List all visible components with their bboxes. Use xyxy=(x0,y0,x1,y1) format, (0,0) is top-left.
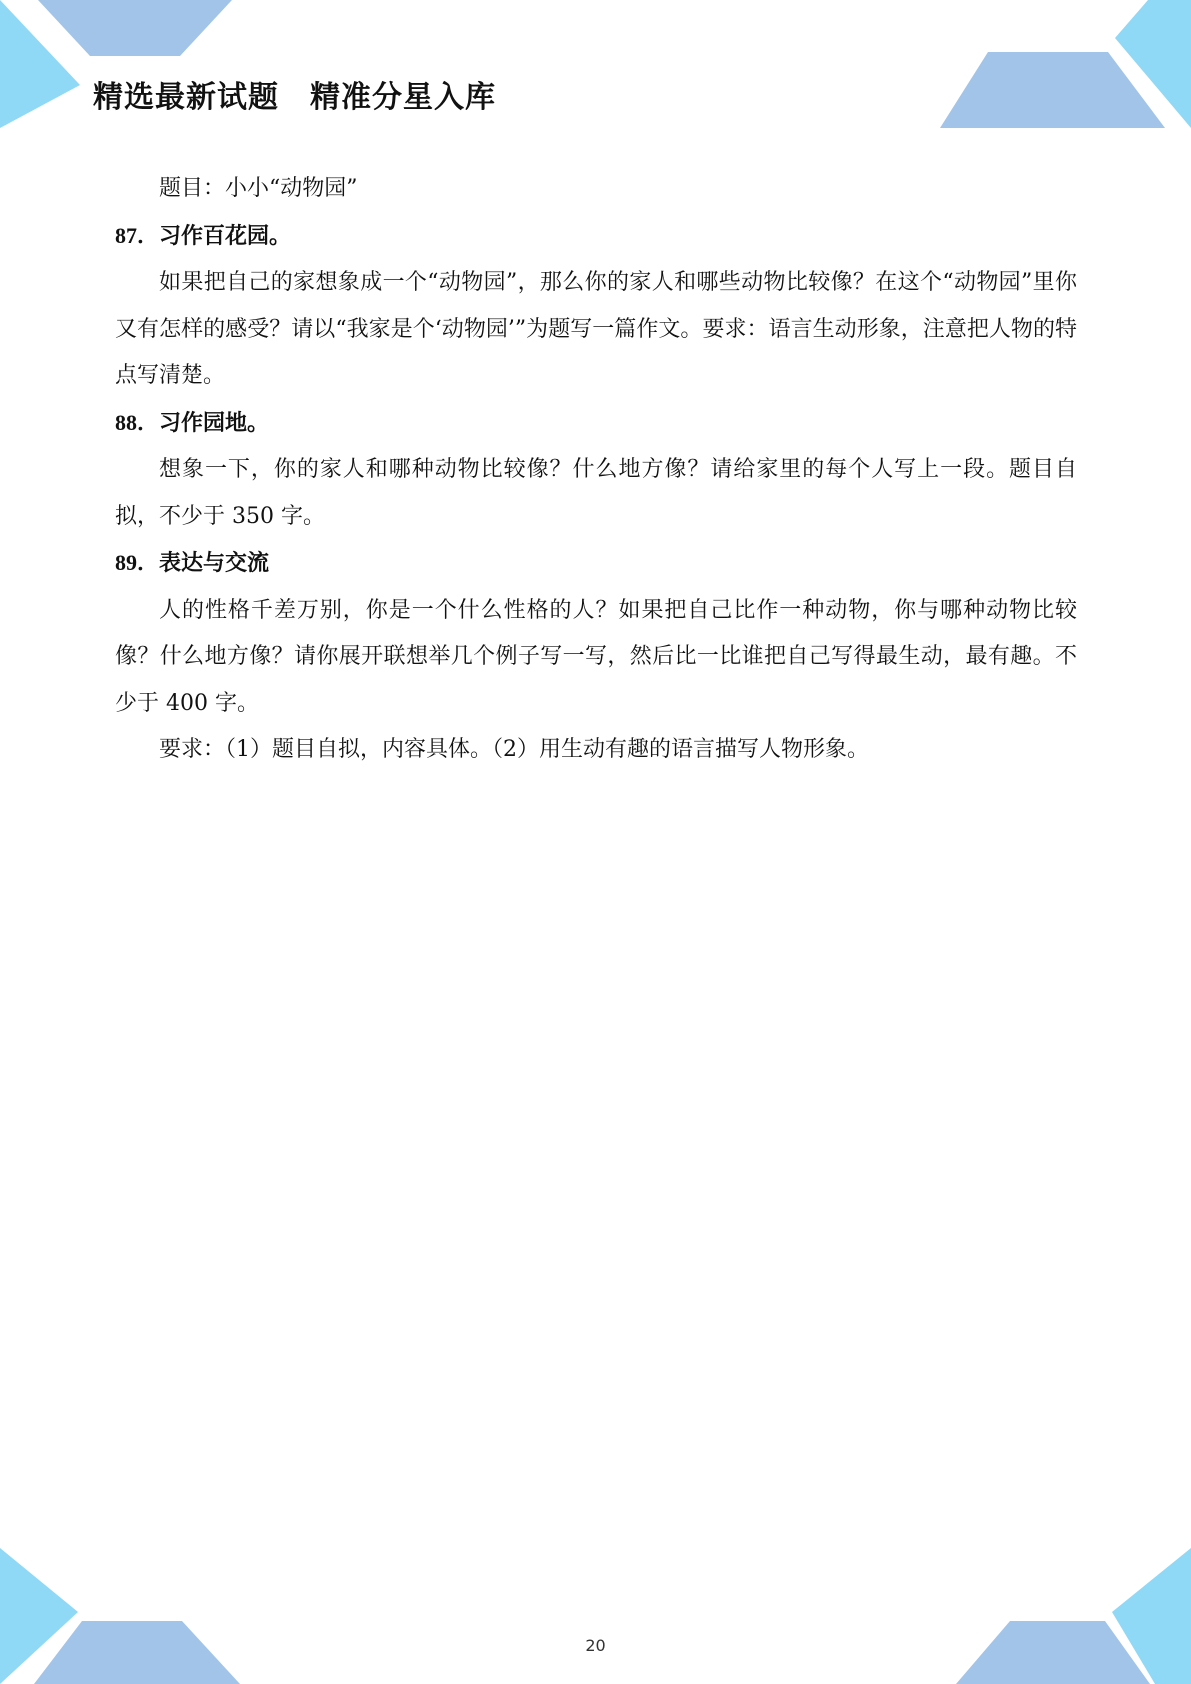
intro-line: 题目：小小“动物园” xyxy=(159,176,358,201)
question-number: 89． xyxy=(115,550,160,575)
top-left-triangle-shape xyxy=(0,0,80,128)
question-heading xyxy=(115,213,1077,261)
question-87 xyxy=(115,213,1077,400)
question-heading xyxy=(115,400,1077,448)
question-paragraph: 想象一下，你的家人和哪种动物比较像？什么地方像？请给家里的每个人写上一段。题目自拟，不少于 350 字。 xyxy=(115,457,1077,529)
question-title: 表达与交流 xyxy=(159,551,270,576)
question-heading xyxy=(115,540,1077,588)
header-title: 精选最新试题 精准分星入库 xyxy=(93,80,496,115)
question-paragraph: 如果把自己的家想象成一个“动物园”，那么你的家人和哪些动物比较像？在这个“动物园”里你又有怎样的感受？请以“我家是个‘动物园’”为题写一篇作文。要求：语言生动形象，注意把人物的特点写清楚。 xyxy=(115,270,1077,388)
question-title: 习作园地。 xyxy=(159,410,270,436)
question-requirements: 要求：（1）题目自拟，内容具体。（2）用生动有趣的语言描写人物形象。 xyxy=(159,737,869,762)
question-number: 88． xyxy=(115,409,160,435)
top-left-trapezoid-shape xyxy=(38,0,232,56)
bottom-left-triangle-shape xyxy=(0,1548,78,1684)
top-right-trapezoid-shape xyxy=(940,52,1165,128)
question-number: 87． xyxy=(115,222,160,248)
bottom-right-triangle-shape xyxy=(1112,1548,1191,1684)
question-89 xyxy=(115,540,1077,774)
document-content xyxy=(115,166,1077,774)
question-88 xyxy=(115,400,1077,541)
page-number: 20 xyxy=(585,1636,606,1655)
question-title: 习作百花园。 xyxy=(159,223,292,249)
question-paragraph: 人的性格千差万别，你是一个什么性格的人？如果把自己比作一种动物，你与哪种动物比较像？什么地方像？请你展开联想举几个例子写一写，然后比一比谁把自己写得最生动，最有趣。不少于 400 字。 xyxy=(115,597,1077,716)
top-right-triangle-shape xyxy=(1115,0,1191,128)
